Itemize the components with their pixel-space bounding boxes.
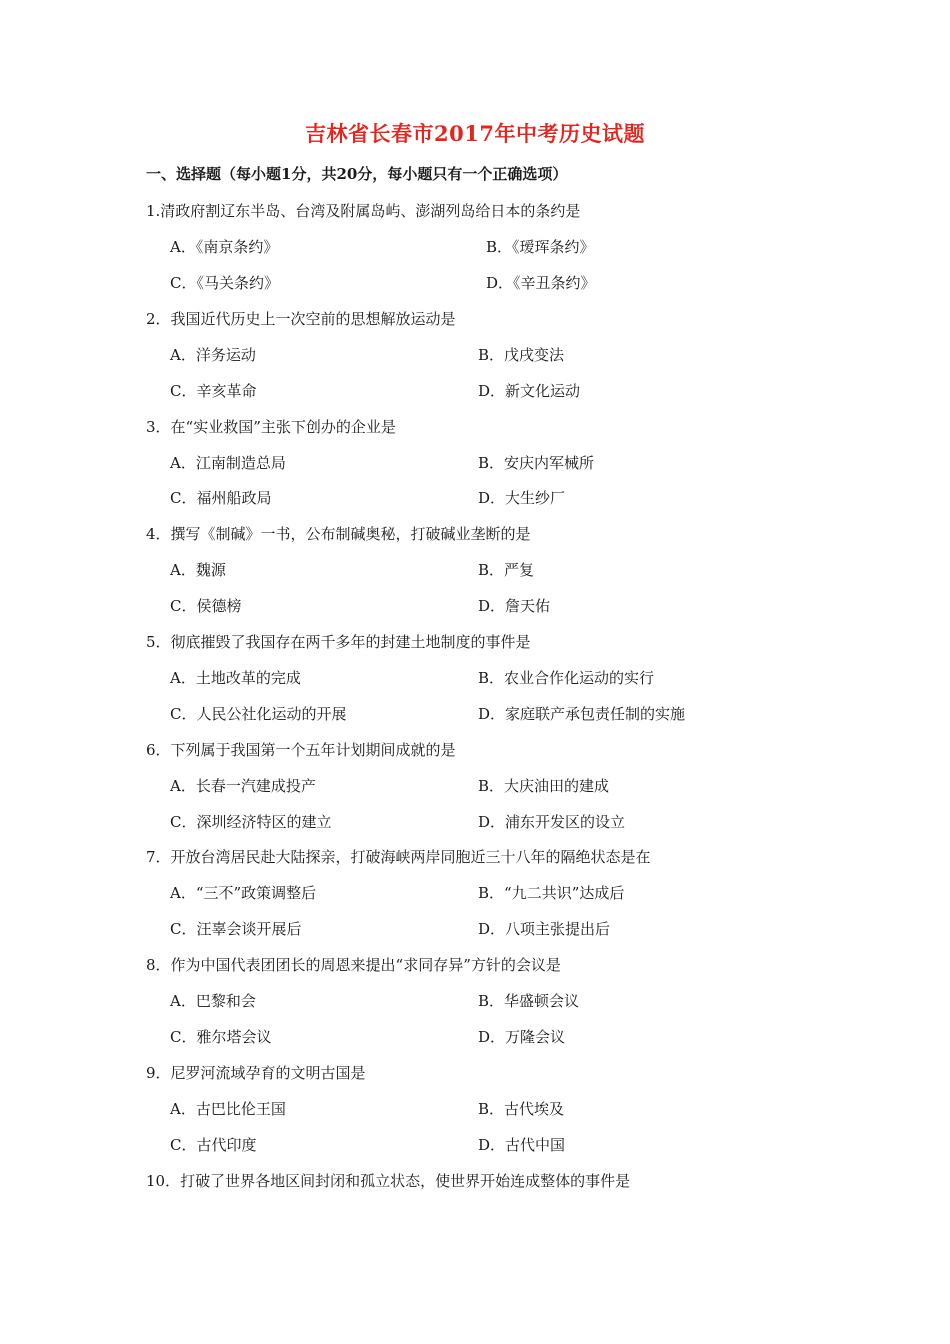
question-7-option-b: B．“九二共识”达成后 — [478, 884, 625, 902]
question-5-option-c: C．人民公社化运动的开展 — [170, 705, 347, 723]
question-7-option-d: D．八项主张提出后 — [478, 920, 611, 938]
section-heading: 一、选择题（每小题1分，共20分，每小题只有一个正确选项） — [146, 165, 568, 183]
question-1-option-d: D．《辛丑条约》 — [486, 274, 596, 292]
question-4-option-b: B．严复 — [478, 561, 535, 579]
question-3-option-a: A．江南制造总局 — [170, 454, 286, 472]
question-1-stem: 1.清政府割辽东半岛、台湾及附属岛屿、澎湖列岛给日本的条约是 — [146, 202, 581, 220]
question-4-option-d: D．詹天佑 — [478, 597, 551, 615]
question-4-stem: 4．撰写《制碱》一书，公布制碱奥秘，打破碱业垄断的是 — [146, 525, 531, 543]
question-9-option-a: A．古巴比伦王国 — [170, 1100, 286, 1118]
question-8-option-a: A．巴黎和会 — [170, 992, 256, 1010]
question-9-option-c: C．古代印度 — [170, 1136, 257, 1154]
question-2-option-a: A．洋务运动 — [170, 346, 256, 364]
question-1-option-c: C．《马关条约》 — [170, 274, 279, 292]
question-6-option-d: D．浦东开发区的设立 — [478, 813, 626, 831]
question-2-stem: 2．我国近代历史上一次空前的思想解放运动是 — [146, 310, 456, 328]
question-6-option-c: C．深圳经济特区的建立 — [170, 813, 332, 831]
question-4-option-a: A．魏源 — [170, 561, 226, 579]
question-7-option-a: A．“三不”政策调整后 — [170, 884, 317, 902]
question-3-option-c: C．福州船政局 — [170, 489, 272, 507]
question-5-stem: 5．彻底摧毁了我国存在两千多年的封建土地制度的事件是 — [146, 633, 531, 651]
question-5-option-b: B．农业合作化运动的实行 — [478, 669, 655, 687]
question-8-stem: 8．作为中国代表团团长的周恩来提出“求同存异”方针的会议是 — [146, 956, 561, 974]
question-1-option-b: B．《瑷珲条约》 — [486, 238, 595, 256]
question-9-option-d: D．古代中国 — [478, 1136, 566, 1154]
question-2-option-c: C．辛亥革命 — [170, 382, 257, 400]
question-4-option-c: C．侯德榜 — [170, 597, 242, 615]
exam-title: 吉林省长春市2017年中考历史试题 — [305, 121, 645, 146]
question-7-option-c: C．汪辜会谈开展后 — [170, 920, 302, 938]
question-1-option-a: A．《南京条约》 — [170, 238, 279, 256]
question-6-option-a: A．长春一汽建成投产 — [170, 777, 316, 795]
question-3-stem: 3．在“实业救国”主张下创办的企业是 — [146, 418, 396, 436]
question-6-stem: 6．下列属于我国第一个五年计划期间成就的是 — [146, 741, 456, 759]
question-6-option-b: B．大庆油田的建成 — [478, 777, 610, 795]
question-2-option-d: D．新文化运动 — [478, 382, 581, 400]
question-9-option-b: B．古代埃及 — [478, 1100, 565, 1118]
question-8-option-d: D．万隆会议 — [478, 1028, 566, 1046]
question-2-option-b: B．戊戌变法 — [478, 346, 565, 364]
question-8-option-b: B．华盛顿会议 — [478, 992, 580, 1010]
question-5-option-d: D．家庭联产承包责任制的实施 — [478, 705, 686, 723]
question-8-option-c: C．雅尔塔会议 — [170, 1028, 272, 1046]
question-7-stem: 7．开放台湾居民赴大陆探亲，打破海峡两岸同胞近三十八年的隔绝状态是在 — [146, 848, 651, 866]
question-5-option-a: A．土地改革的完成 — [170, 669, 301, 687]
question-10-stem: 10．打破了世界各地区间封闭和孤立状态，使世界开始连成整体的事件是 — [146, 1172, 631, 1190]
question-3-option-b: B．安庆内军械所 — [478, 454, 595, 472]
question-9-stem: 9．尼罗河流域孕育的文明古国是 — [146, 1064, 366, 1082]
question-3-option-d: D．大生纱厂 — [478, 489, 566, 507]
